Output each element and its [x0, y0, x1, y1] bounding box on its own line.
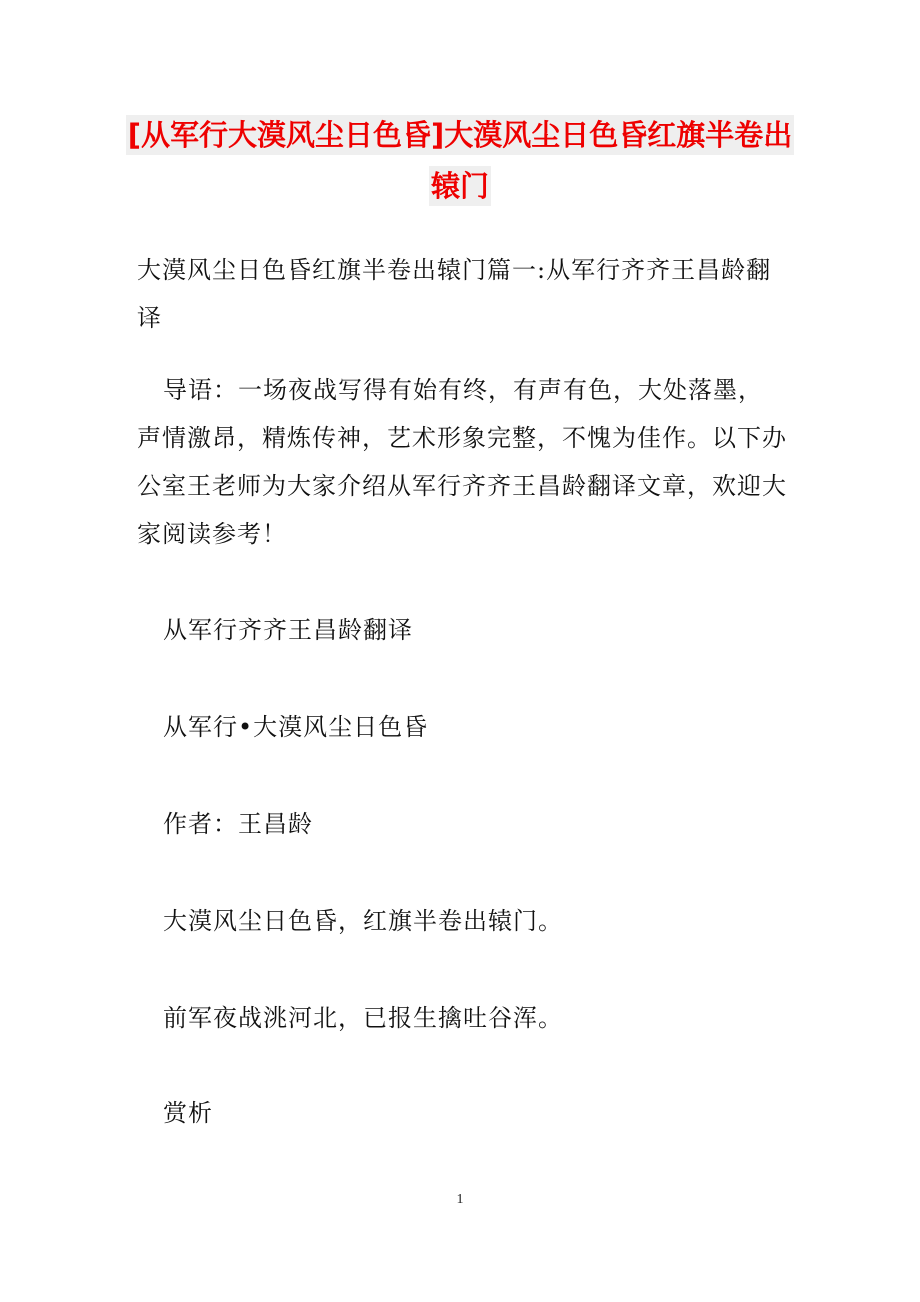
poem-line-1: 大漠风尘日色昏，红旗半卷出辕门。: [163, 907, 563, 935]
document-title: [120, 112, 800, 214]
page-number: 1: [456, 1192, 464, 1207]
poem-author: 作者：王昌龄: [163, 810, 313, 838]
section-heading-appreciation: 赏析: [163, 1099, 213, 1127]
poem-line-2: 前军夜战洮河北，已报生擒吐谷浑。: [163, 1004, 563, 1032]
article-heading: 从军行齐齐王昌龄翻译: [163, 616, 413, 644]
intro-paragraph: 导语：一场夜战写得有始有终，有声有色，大处落墨，声情激昂，精炼传神，艺术形象完整，不愧为佳作。以下办公室王老师为大家介绍从军行齐齐王昌龄翻译文章，欢迎大家阅读参考！: [137, 376, 787, 548]
title-text: [从军行大漠风尘日色昏]大漠风尘日色昏红旗半卷出辕门: [126, 115, 795, 206]
poem-title: 从军行•大漠风尘日色昏: [163, 713, 429, 741]
subheading: 大漠风尘日色昏红旗半卷出辕门篇一:从军行齐齐王昌龄翻译: [137, 256, 772, 332]
